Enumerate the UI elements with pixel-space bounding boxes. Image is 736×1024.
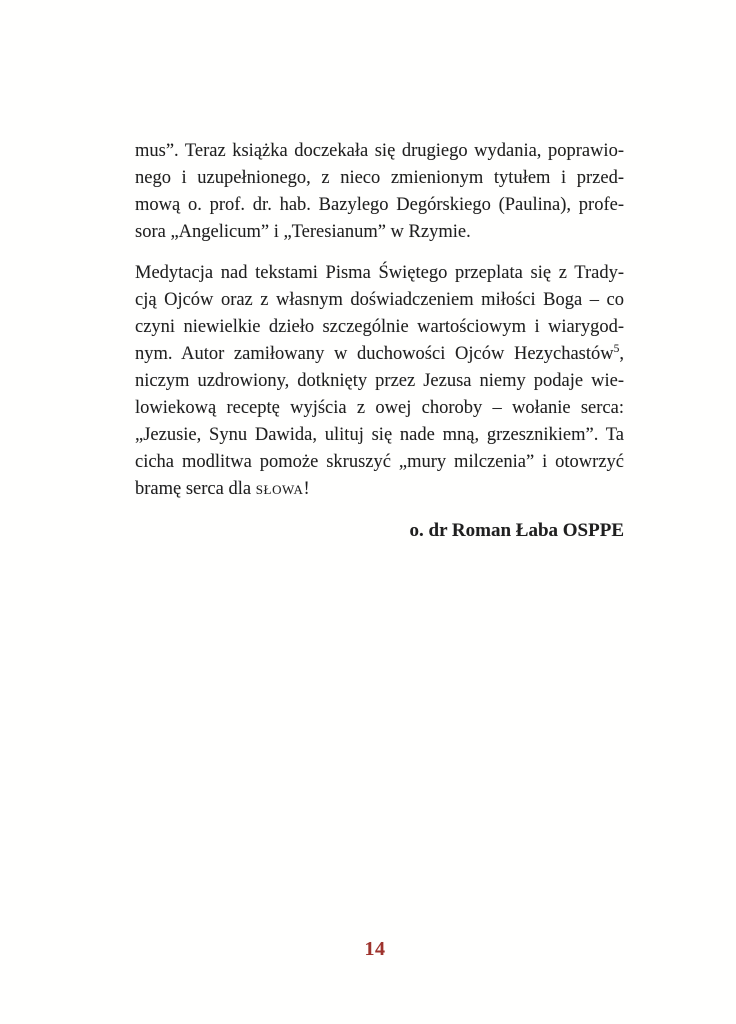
text-line: mus”. Teraz książka doczekała się drugiego wydania, poprawio-: [135, 141, 624, 161]
text-line: czyni niewielkie dzieło szczególnie wartościowym i wiarygod-: [135, 317, 624, 337]
text-line-with-smallcaps: [135, 476, 624, 503]
text-line: mową o. prof. dr. hab. Bazylego Degórskiego (Paulina), profe-: [135, 195, 624, 215]
text-segment: nym. Autor zamiłowany w duchowości Ojców Hezychastów: [135, 344, 614, 364]
text-line: sora „Angelicum” i „Teresianum” w Rzymie.: [135, 222, 471, 242]
author-signature: o. dr Roman Łaba OSPPE: [409, 520, 624, 541]
text-line: „Jezusie, Synu Dawida, ulituj się nade mną, grzesznikiem”. Ta: [135, 425, 624, 445]
text-line: Medytacja nad tekstami Pisma Świętego przeplata się z Trady-: [135, 263, 624, 283]
paragraph-1: [135, 138, 624, 246]
text-segment: ,: [619, 344, 624, 364]
text-line: lowiekową receptę wyjścia z owej choroby – wołanie serca:: [135, 398, 624, 418]
text-line: cją Ojców oraz z własnym doświadczeniem miłości Boga – co: [135, 290, 624, 310]
text-segment: bramę serca dla: [135, 479, 256, 499]
small-caps-word: słowa: [255, 479, 304, 499]
paragraph-2: [135, 260, 624, 503]
text-line: nego i uzupełnionego, z nieco zmienionym tytułem i przed-: [135, 168, 624, 188]
text-line-with-footnote: [135, 341, 624, 368]
text-line: cicha modlitwa pomoże skruszyć „mury milczenia” i otowrzyć: [135, 452, 624, 472]
text-line: niczym uzdrowiony, dotknięty przez Jezusa niemy podaje wie-: [135, 371, 624, 391]
text-segment: !: [303, 479, 310, 499]
page-number: 14: [364, 938, 386, 960]
text-block: [135, 138, 624, 544]
footnote-marker: 5: [613, 343, 620, 355]
